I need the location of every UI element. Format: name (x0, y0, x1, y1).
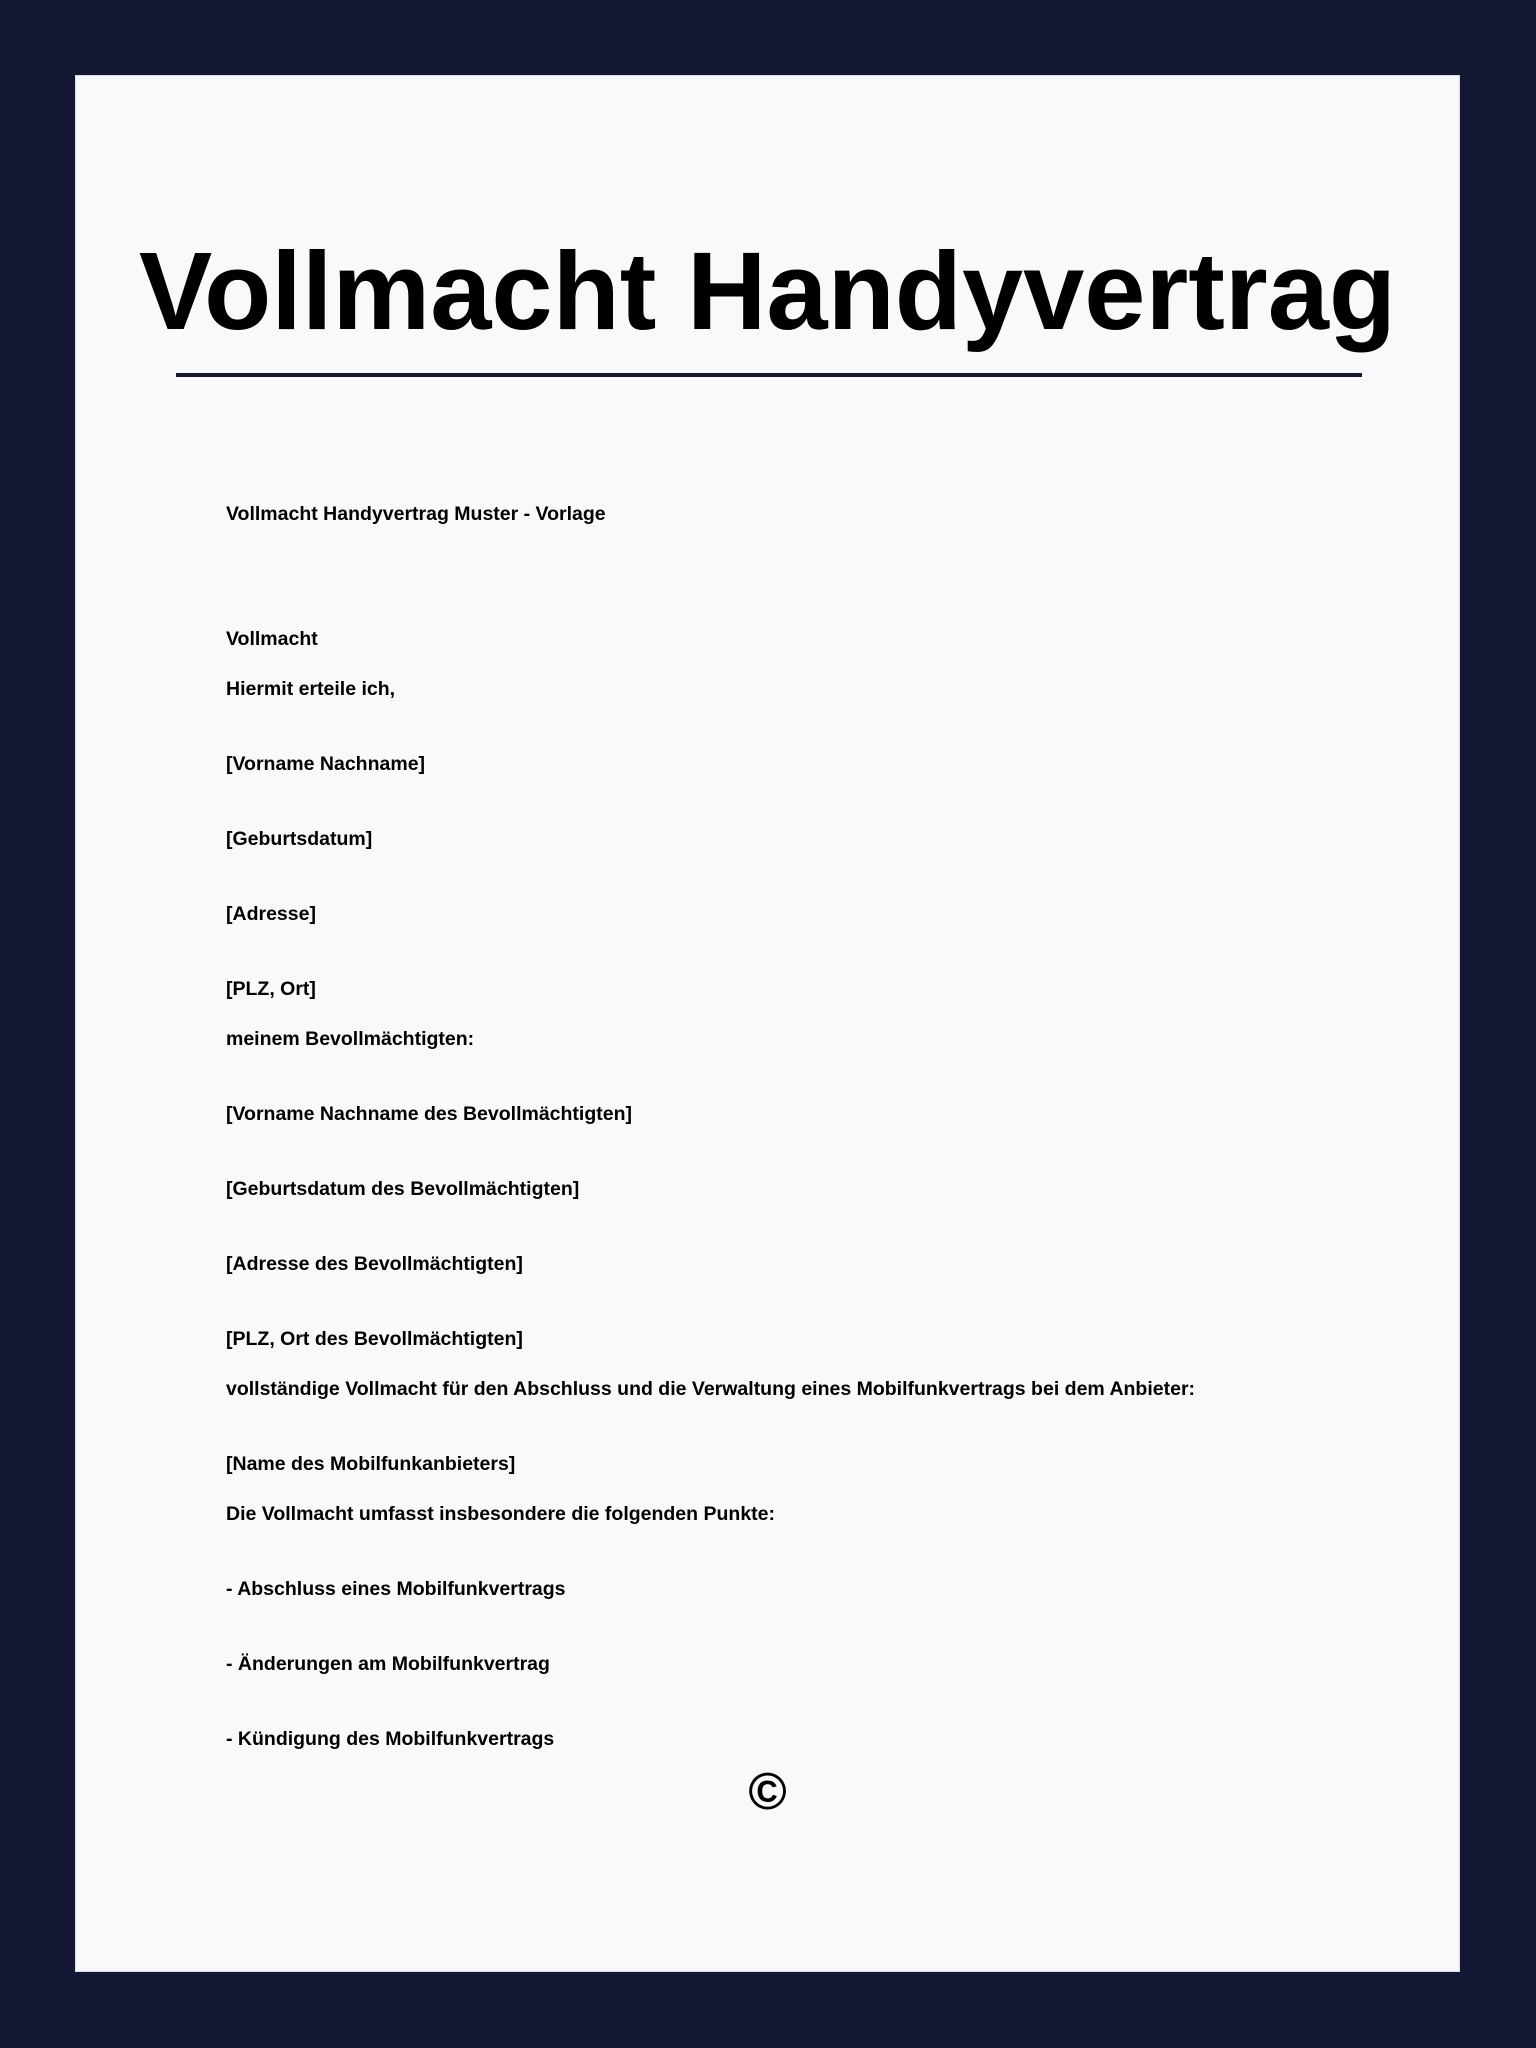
title-divider (176, 373, 1362, 377)
document-subtitle: Vollmacht Handyvertrag Muster - Vorlage (226, 503, 606, 525)
grantor-name: [Vorname Nachname] (226, 753, 426, 775)
scope-intro-text: Die Vollmacht umfasst insbesondere die folgenden Punkte: (226, 1503, 775, 1525)
proxy-address: [Adresse des Bevollmächtigten] (226, 1253, 523, 1275)
proxy-intro-text: meinem Bevollmächtigten: (226, 1028, 475, 1050)
intro-text: Hiermit erteile ich, (226, 678, 396, 700)
grantor-address: [Adresse] (226, 903, 316, 925)
section-heading: Vollmacht (226, 628, 318, 650)
grant-statement: vollständige Vollmacht für den Abschluss und die Verwaltung eines Mobilfunkvertrags bei dem Anbieter: (226, 1378, 1196, 1400)
provider-name: [Name des Mobilfunkanbieters] (226, 1453, 516, 1475)
proxy-name: [Vorname Nachname des Bevollmächtigten] (226, 1103, 632, 1125)
document-page (75, 75, 1460, 1972)
scope-item: - Kündigung des Mobilfunkvertrags (226, 1728, 555, 1750)
grantor-city: [PLZ, Ort] (226, 978, 316, 1000)
scope-item: - Änderungen am Mobilfunkvertrag (226, 1653, 550, 1675)
scope-item: - Abschluss eines Mobilfunkvertrags (226, 1578, 566, 1600)
grantor-birthdate: [Geburtsdatum] (226, 828, 373, 850)
document-title: Vollmacht Handyvertrag (138, 230, 1397, 353)
proxy-birthdate: [Geburtsdatum des Bevollmächtigten] (226, 1178, 580, 1200)
copyright-icon: © (748, 1763, 787, 1821)
proxy-city: [PLZ, Ort des Bevollmächtigten] (226, 1328, 523, 1350)
